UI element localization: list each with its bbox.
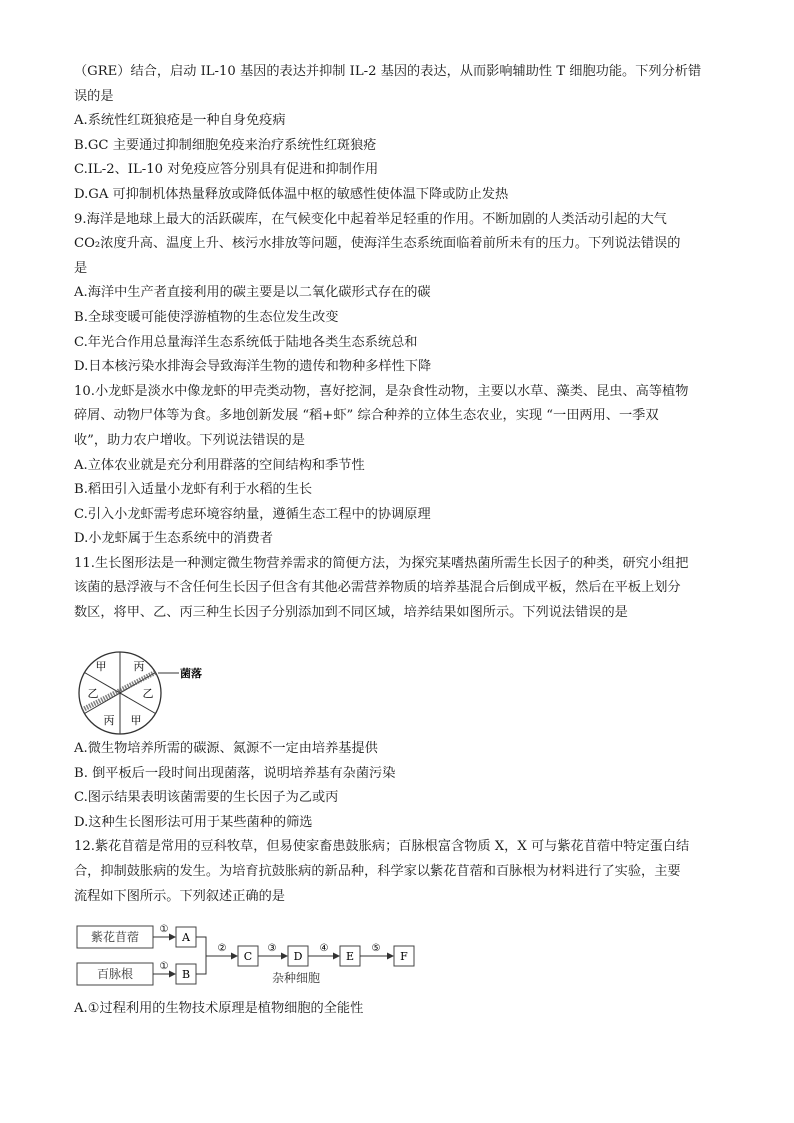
option-line: A.①过程利用的生物技术原理是植物细胞的全能性 <box>74 1001 364 1016</box>
option-line: A.海洋中生产者直接利用的碳主要是以二氧化碳形式存在的碳 <box>74 285 431 301</box>
sector-label: 甲 <box>95 660 107 673</box>
source-label: 百脉根 <box>96 967 134 981</box>
sector-label: 丙 <box>103 714 115 727</box>
option-line: A.立体农业就是充分利用群落的空间结构和季节性 <box>74 457 365 473</box>
question-9-line: 是 <box>74 260 88 276</box>
sector-label: 丙 <box>133 660 145 673</box>
hybrid-cell-label: 杂种细胞 <box>271 971 321 985</box>
question-12-line: 12.紫花苜蓿是常用的豆科牧草，但易使家畜患鼓胀病；百脉根富含物质 X，X 可与紫花苜蓿中特定蛋白结 <box>74 839 690 855</box>
question-10-line: 收”，助力农户增收。下列说法错误的是 <box>74 432 305 448</box>
petri-dish-figure <box>76 650 246 736</box>
option-line: B.稻田引入适量小龙虾有利于水稻的生长 <box>74 482 313 498</box>
step-label: ④ <box>319 943 329 954</box>
sector-label: 乙 <box>87 687 99 700</box>
option-line: C.年光合作用总量海洋生态系统低于陆地各类生态系统总和 <box>74 334 418 350</box>
merge-bracket <box>196 937 206 974</box>
option-line: C.引入小龙虾需考虑环境容纳量，遵循生态工程中的协调原理 <box>74 506 431 522</box>
question-10-line: 10.小龙虾是淡水中像龙虾的甲壳类动物，喜好挖洞，是杂食性动物，主要以水草、藻类、昆虫、高等植物 <box>74 383 689 399</box>
question-11-line: 数区，将甲、乙、丙三种生长因子分别添加到不同区域，培养结果如图所示。下列说法错误的是 <box>74 605 628 621</box>
question-12-line: 流程如下图所示。下列叙述正确的是 <box>74 888 285 904</box>
sector-label: 乙 <box>142 687 154 700</box>
step-label: ② <box>217 943 227 954</box>
option-line: B. 倒平板后一段时间出现菌落，说明培养基有杂菌污染 <box>74 765 396 781</box>
option-line: A.微生物培养所需的碳源、氮源不一定由培养基提供 <box>74 741 378 756</box>
step-label: ③ <box>267 943 277 954</box>
box-label: F <box>400 950 408 963</box>
text-line: （GRE）结合，启动 IL-10 基因的表达并抑制 IL-2 基因的表达，从而影响辅助性 T 细胞功能。下列分析错 <box>74 64 702 79</box>
question-12-line: 合，抑制鼓胀病的发生。为培育抗鼓胀病的新品种，科学家以紫花苜蓿和百脉根为材料进行了实验，主要 <box>74 863 681 879</box>
box-label: C <box>243 950 253 963</box>
step-label: ① <box>159 961 169 972</box>
question-text-upper <box>74 60 726 626</box>
source-label: 紫花苜蓿 <box>90 930 140 944</box>
box-label: D <box>293 950 303 963</box>
step-label: ① <box>159 924 169 935</box>
option-line: D.这种生长图形法可用于某些菌种的筛选 <box>74 814 313 830</box>
question-11-line: 11.生长图形法是一种测定微生物营养需求的简便方法，为探究某嗜热菌所需生长因子的种类，研究小组把 <box>74 555 689 571</box>
question-11-line: 该菌的悬浮液与不含任何生长因子但含有其他必需营养物质的培养基混合后倒成平板，然后在平板上划分 <box>74 580 681 596</box>
option-line: D.GA 可抑制机体热量释放或降低体温中枢的敏感性使体温下降或防止发热 <box>74 186 509 202</box>
box-label: A <box>182 931 190 944</box>
question-9-line: 9.海洋是地球上最大的活跃碳库，在气候变化中起着举足轻重的作用。不断加剧的人类活动引起的大气 <box>74 211 667 227</box>
question-9-line: CO₂浓度升高、温度上升、核污水排放等问题，使海洋生态系统面临着前所未有的压力。下列说法错误的 <box>74 236 681 252</box>
option-line: B.GC 主要通过抑制细胞免疫来治疗系统性红斑狼疮 <box>74 137 377 153</box>
colony-label: 菌落 <box>180 667 202 680</box>
flow-diagram <box>76 920 436 998</box>
box-label: E <box>345 950 355 963</box>
option-line: C.IL-2、IL-10 对免疫应答分别具有促进和抑制作用 <box>74 162 379 178</box>
sector-label: 甲 <box>130 714 142 727</box>
question-10-line: 碎屑、动物尸体等为食。多地创新发展 “稻+虾” 综合种养的立体生态农业，实现 “一田两用、一季双 <box>74 408 659 424</box>
text-line: 误的是 <box>74 88 114 104</box>
box-label: B <box>181 968 191 981</box>
question-text-lower <box>74 737 726 909</box>
option-line: D.日本核污染水排海会导致海洋生物的遗传和物种多样性下降 <box>74 359 432 375</box>
option-line: B.全球变暖可能使浮游植物的生态位发生改变 <box>74 309 339 325</box>
option-line: D.小龙虾属于生态系统中的消费者 <box>74 531 273 547</box>
option-line: C.图示结果表明该菌需要的生长因子为乙或丙 <box>74 790 339 806</box>
step-label: ⑤ <box>371 943 381 954</box>
option-line: A.系统性红斑狼疮是一种自身免疫病 <box>74 113 286 129</box>
